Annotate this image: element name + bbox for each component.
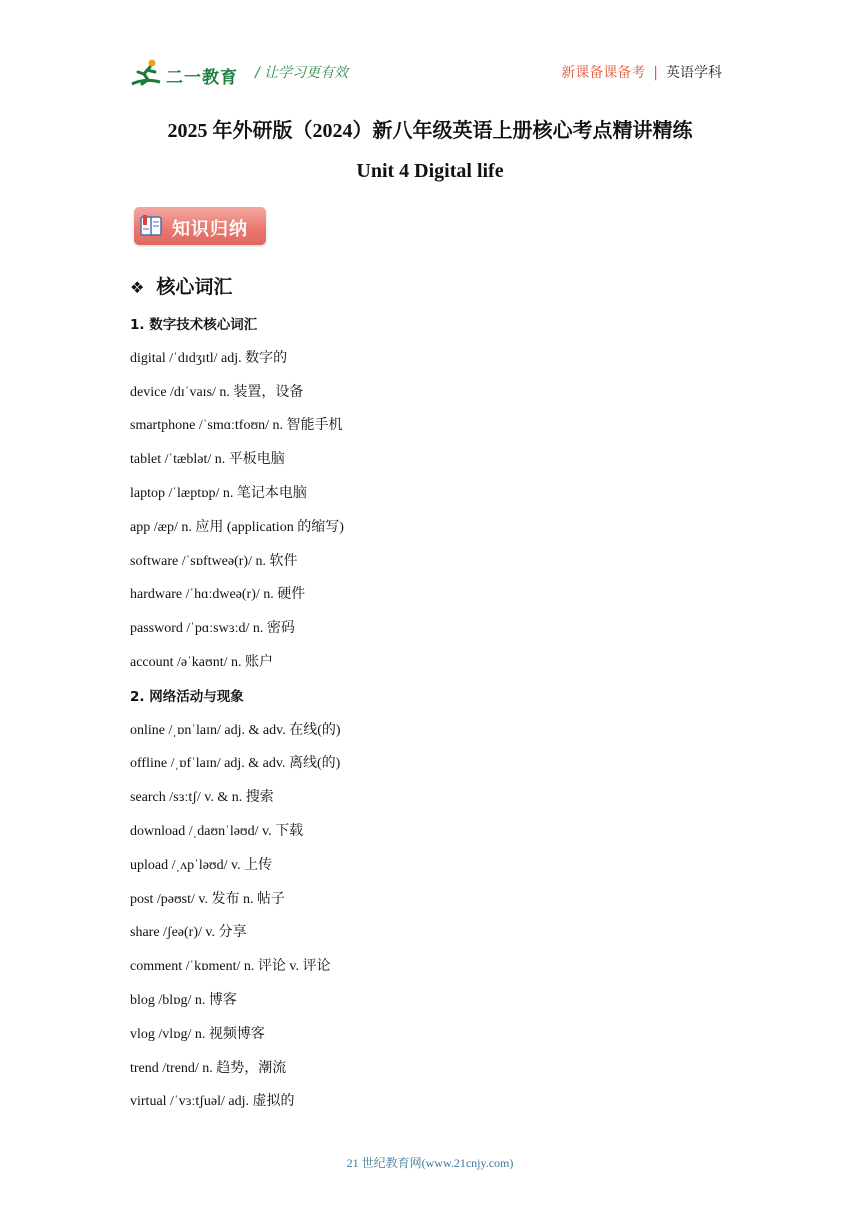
vocab-entry: account /əˈkaʊnt/ n. 账户 xyxy=(130,654,273,670)
subject-label: 英语学科 xyxy=(666,65,722,81)
course-label: 新课备课备考 xyxy=(561,65,646,81)
slogan: / 让学习更有效 xyxy=(255,65,349,81)
page-header xyxy=(130,56,730,90)
book-icon xyxy=(139,213,163,239)
vocabulary-list xyxy=(130,314,770,1125)
section-label: 核心词汇 xyxy=(156,276,233,298)
vocab-entry: password /ˈpɑːswɜːd/ n. 密码 xyxy=(130,621,295,637)
document-title: 2025 年外研版（2024）新八年级英语上册核心考点精讲精练 xyxy=(167,120,693,142)
vocab-category-heading: 2. 网络活动与现象 xyxy=(130,688,244,705)
vocab-entry: laptop /ˈlæptɒp/ n. 笔记本电脑 xyxy=(130,485,307,501)
running-figure-icon xyxy=(130,58,164,88)
vocab-entry: tablet /ˈtæblət/ n. 平板电脑 xyxy=(130,452,285,468)
vocab-entry: virtual /ˈvɜːtʃuəl/ adj. 虚拟的 xyxy=(130,1094,295,1110)
page-footer: 21 世纪教育网(www.21cnjy.com) xyxy=(346,1156,514,1170)
diamond-bullet-icon: ❖ xyxy=(130,278,145,297)
vocab-entry: blog /blɒg/ n. 博客 xyxy=(130,992,237,1008)
vocab-entry: app /æp/ n. 应用 (application 的缩写) xyxy=(130,519,344,535)
vocab-entry: upload /ˌʌpˈləʊd/ v. 上传 xyxy=(130,857,273,873)
logo-text: 二一教育 xyxy=(166,68,238,88)
knowledge-summary-badge xyxy=(134,207,266,245)
vocab-entry: digital /ˈdɪdʒɪtl/ adj. 数字的 xyxy=(130,350,288,366)
unit-title: Unit 4 Digital life xyxy=(356,160,504,182)
vocab-entry: vlog /vlɒg/ n. 视频博客 xyxy=(130,1026,265,1042)
site-logo[interactable] xyxy=(130,58,240,88)
vocab-entry: search /sɜːtʃ/ v. & n. 搜索 xyxy=(130,790,274,806)
vocab-entry: software /ˈsɒftweə(r)/ n. 软件 xyxy=(130,553,298,569)
vocab-entry: post /pəʊst/ v. 发布 n. 帖子 xyxy=(130,891,285,907)
header-separator: | xyxy=(653,65,658,81)
vocab-entry: online /ˌɒnˈlaɪn/ adj. & adv. 在线(的) xyxy=(130,722,341,738)
vocab-category-heading: 1. 数字技术核心词汇 xyxy=(130,317,258,333)
header-right xyxy=(561,62,722,82)
vocab-entry: download /ˌdaʊnˈləʊd/ v. 下载 xyxy=(130,823,304,839)
vocab-entry: trend /trend/ n. 趋势，潮流 xyxy=(130,1060,287,1076)
vocab-entry: smartphone /ˈsmɑːtfoʊn/ n. 智能手机 xyxy=(130,418,343,434)
badge-label: 知识归纳 xyxy=(172,219,248,240)
vocab-entry: comment /ˈkɒment/ n. 评论 v. 评论 xyxy=(130,959,331,975)
vocab-entry: hardware /ˈhɑːdweə(r)/ n. 硬件 xyxy=(130,587,306,603)
vocab-entry: offline /ˌɒfˈlaɪn/ adj. & adv. 离线(的) xyxy=(130,756,341,772)
vocab-entry: share /ʃeə(r)/ v. 分享 xyxy=(130,925,247,941)
section-heading xyxy=(130,272,232,299)
vocab-entry: device /dɪˈvaɪs/ n. 装置，设备 xyxy=(130,384,304,400)
